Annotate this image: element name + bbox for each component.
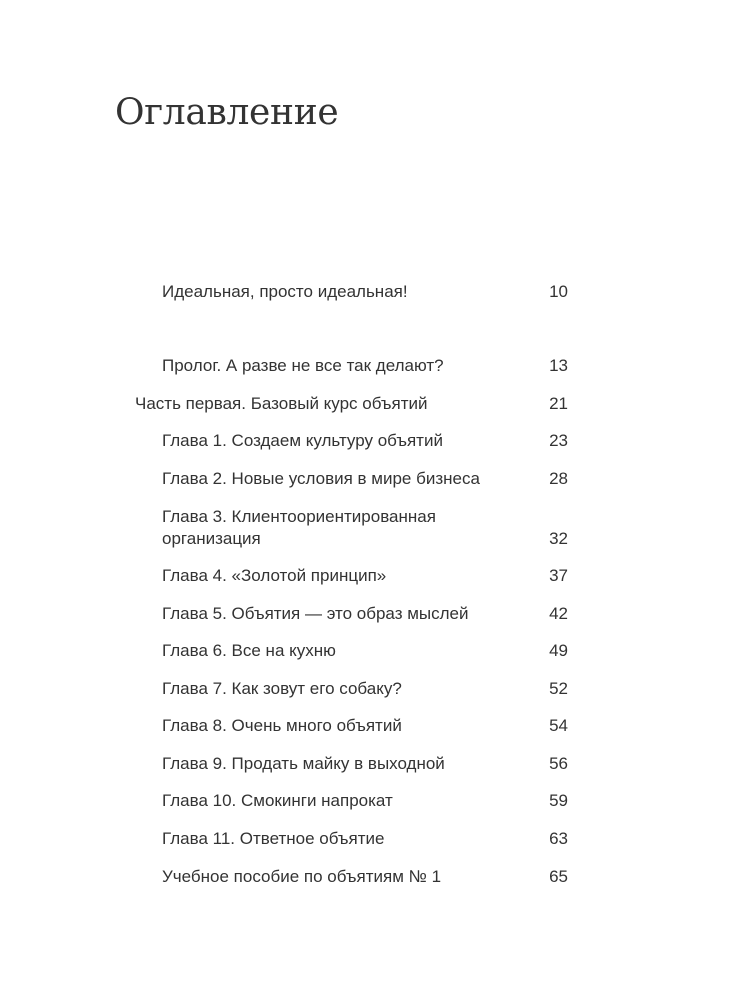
toc-entry-label: Глава 8. Очень много объятий xyxy=(162,716,402,735)
toc-entry-label: Пролог. А разве не все так делают? xyxy=(162,356,444,375)
toc-entry-label: Глава 10. Смокинги напрокат xyxy=(162,791,393,810)
toc-entry-page: 52 xyxy=(549,679,568,698)
toc-entry-tutorial-1 xyxy=(162,866,568,888)
toc-entry-chapter-6 xyxy=(162,640,568,662)
toc-entry-page: 28 xyxy=(549,469,568,488)
toc-entry-chapter-1 xyxy=(162,430,568,452)
toc-entry-chapter-2 xyxy=(162,468,568,490)
toc-entry-chapter-3 xyxy=(162,506,568,550)
toc-entry-page: 21 xyxy=(549,394,568,413)
toc-entry-chapter-11 xyxy=(162,828,568,850)
toc-entry-page: 10 xyxy=(549,282,568,301)
toc-entry-foreword xyxy=(162,281,568,303)
toc-entry-label: Глава 3. Клиентоориентированная организация xyxy=(162,507,436,548)
toc-entry-page: 49 xyxy=(549,641,568,660)
toc-entry-page: 13 xyxy=(549,356,568,375)
toc-entry-label: Глава 7. Как зовут его собаку? xyxy=(162,679,402,698)
toc-entry-chapter-8 xyxy=(162,715,568,737)
toc-entry-chapter-5 xyxy=(162,603,568,625)
toc-entry-page: 37 xyxy=(549,566,568,585)
toc-entry-label: Часть первая. Базовый курс объятий xyxy=(135,394,428,413)
toc-entry-chapter-9 xyxy=(162,753,568,775)
toc-entry-prologue xyxy=(162,355,568,377)
toc-entry-label: Глава 6. Все на кухню xyxy=(162,641,336,660)
toc-entry-page: 63 xyxy=(549,829,568,848)
page-title: Оглавление xyxy=(115,92,339,133)
toc-entry-page: 23 xyxy=(549,431,568,450)
toc-entry-label: Глава 5. Объятия — это образ мыслей xyxy=(162,604,469,623)
toc-entry-label: Глава 9. Продать майку в выходной xyxy=(162,754,445,773)
toc-entry-label: Идеальная, просто идеальная! xyxy=(162,282,408,301)
toc-entry-page: 65 xyxy=(549,867,568,886)
toc-entry-label: Глава 11. Ответное объятие xyxy=(162,829,385,848)
toc-entry-label: Глава 2. Новые условия в мире бизнеса xyxy=(162,469,480,488)
toc-entry-page: 59 xyxy=(549,791,568,810)
toc-entry-chapter-7 xyxy=(162,678,568,700)
toc-entry-page: 54 xyxy=(549,716,568,735)
toc-entry-label: Учебное пособие по объятиям № 1 xyxy=(162,867,442,886)
toc-entry-chapter-4 xyxy=(162,565,568,587)
toc-entry-label: Глава 1. Создаем культуру объятий xyxy=(162,431,443,450)
toc-entry-part-one xyxy=(135,393,568,415)
toc-entry-label: Глава 4. «Золотой принцип» xyxy=(162,566,387,585)
toc-entry-chapter-10 xyxy=(162,790,568,812)
toc-entry-page: 42 xyxy=(549,604,568,623)
toc-entry-page: 32 xyxy=(549,529,568,548)
toc-entry-page: 56 xyxy=(549,754,568,773)
